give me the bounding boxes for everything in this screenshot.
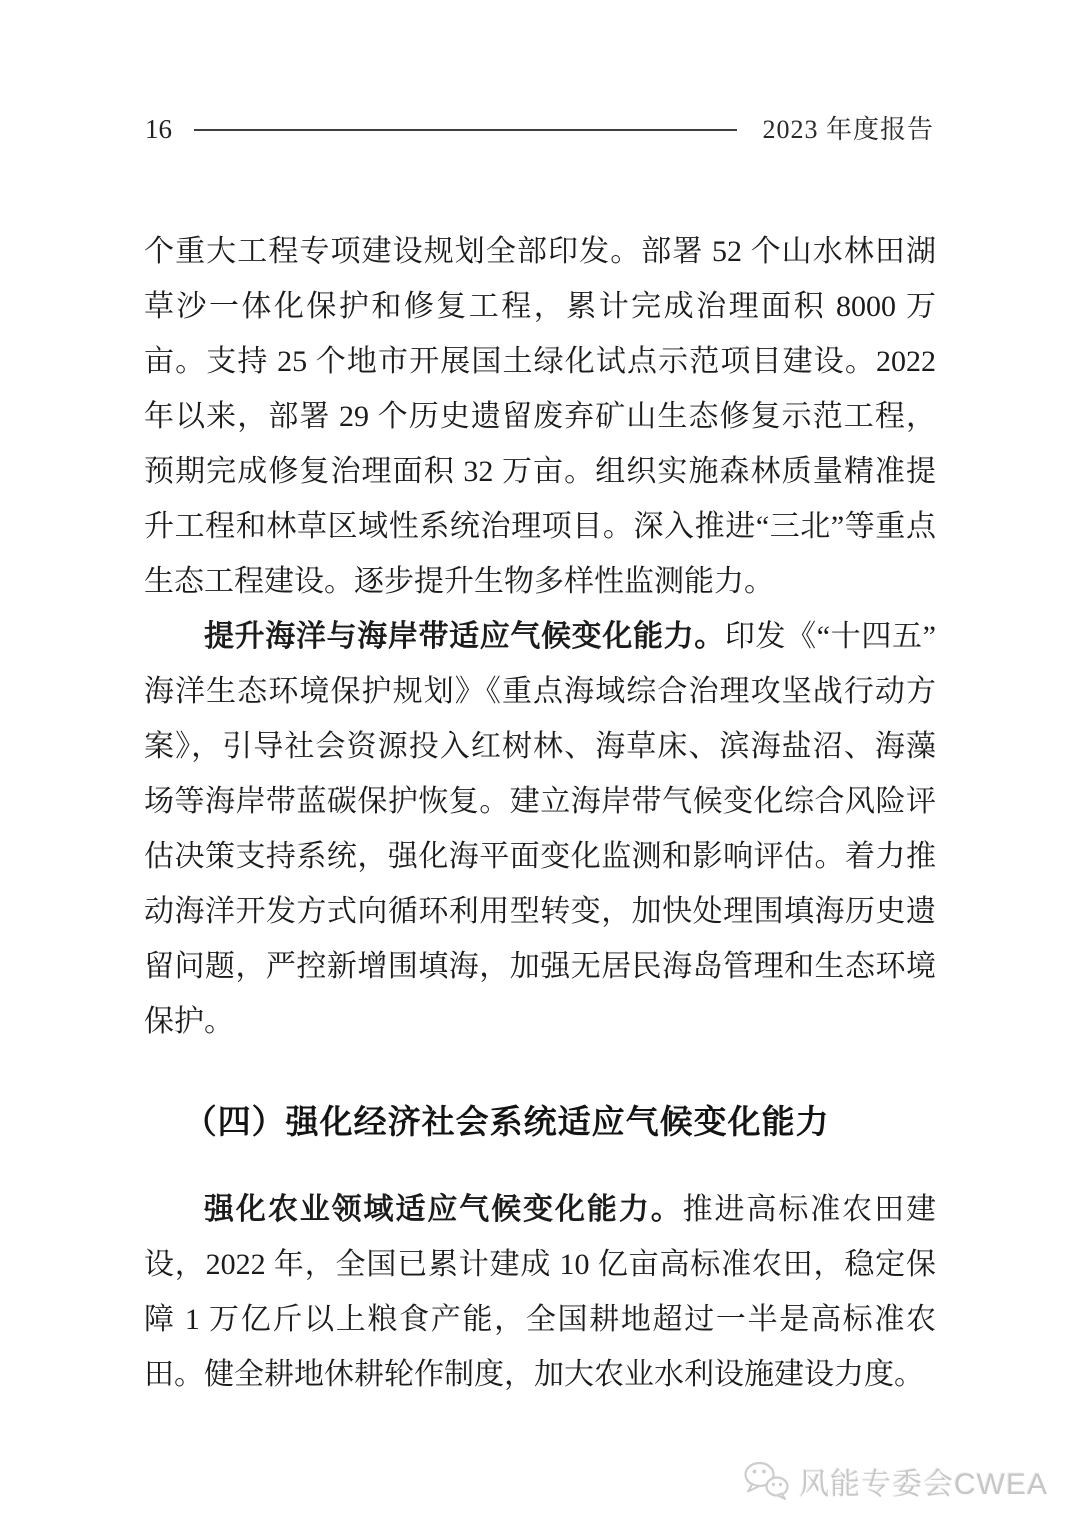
watermark (742, 1459, 1048, 1503)
header-rule (194, 129, 737, 131)
paragraph-text: 印发《“十四五”海洋生态环境保护规划》《重点海域综合治理攻坚战行动方案》，引导社会资源投入红树林、海草床、滨海盐沼、海藻场等海岸带蓝碳保护恢复。建立海岸带气候变化综合风险评估决策支持系统，强化海平面变化监测和影响评估。着力推动海洋开发方式向循环利用型转变，加快处理围填海历史遗留问题，严控新增围填海，加强无居民海岛管理和生态环境保护。 (144, 620, 937, 1038)
report-title: 2023 年度报告 (762, 114, 934, 144)
paragraph-lead: 强化农业领域适应气候变化能力。 (204, 1193, 683, 1226)
page-number: 16 (145, 114, 172, 144)
watermark-text: 风能专委会CWEA (799, 1468, 1048, 1501)
paragraph-text: 个重大工程专项建设规划全部印发。部署 52 个山水林田湖草沙一体化保护和修复工程，累计完成治理面积 8000 万亩。支持 25 个地市开展国土绿化试点示范项目建设。2022 年以来，部署 29 个历史遗留废弃矿山生态修复示范工程，预期完成修复治理面积 32 万亩。组织实施森林质量精准提升工程和林草区域性系统治理项目。深入推进“三北”等重点生态工程建设。逐步提升生物多样性监测能力。 (144, 235, 936, 598)
paragraph-ocean-coast (144, 609, 936, 1049)
page-header (145, 116, 934, 143)
paragraph-agriculture (144, 1182, 936, 1402)
paragraph-lead: 提升海洋与海岸带适应气候变化能力。 (204, 620, 725, 653)
wechat-icon (742, 1460, 790, 1502)
section-heading: （四）强化经济社会系统适应气候变化能力 (183, 1103, 830, 1140)
document-body (144, 224, 936, 1402)
paragraph-text: 推进高标准农田建设，2022 年，全国已累计建成 10 亿亩高标准农田，稳定保障 1 万亿斤以上粮食产能，全国耕地超过一半是高标准农田。健全耕地休耕轮作制度，加大农业水利设施建设力度。 (144, 1193, 937, 1391)
paragraph-ecology-projects (144, 224, 936, 609)
